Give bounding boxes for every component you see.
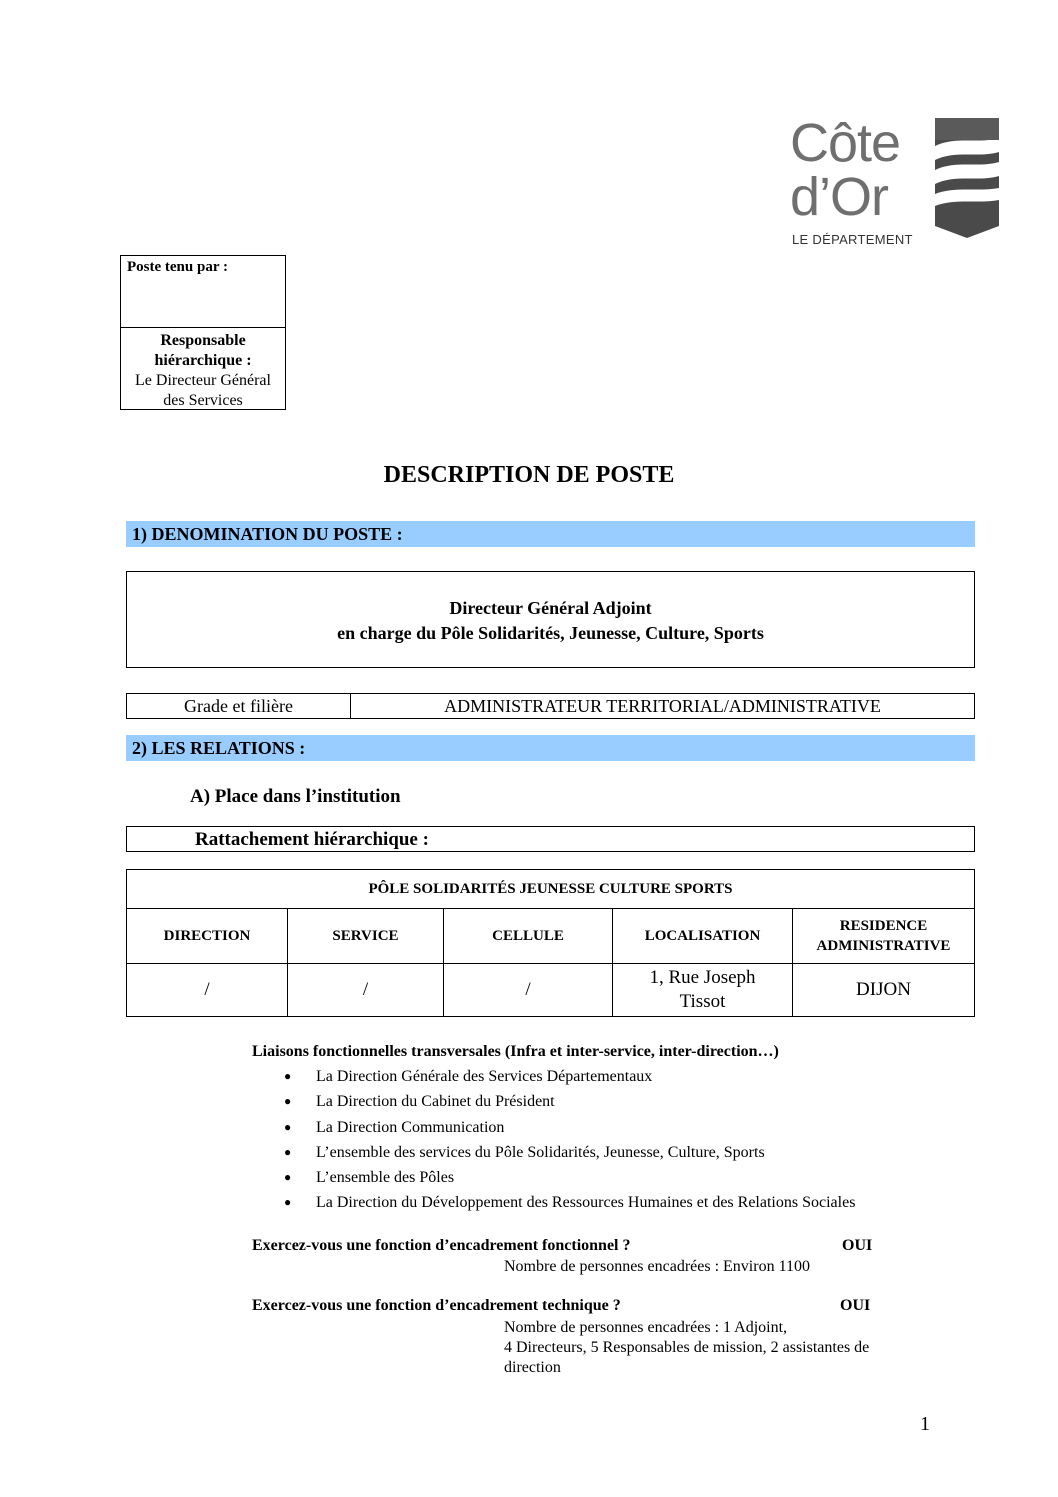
detail-technique-line-1: Nombre de personnes encadrées : 1 Adjoint,: [504, 1319, 788, 1336]
job-title-line-1: Directeur Général Adjoint: [449, 598, 652, 618]
list-item: ● La Direction Générale des Services Départementaux: [284, 1064, 855, 1089]
table-cell: DIJON: [793, 964, 975, 1017]
column-header: CELLULE: [444, 909, 613, 964]
manager-label: Responsable hiérarchique :: [154, 332, 252, 369]
table-cell: 1, Rue Joseph Tissot: [613, 964, 793, 1017]
logo-line-2: d’Or: [790, 167, 889, 227]
list-item: ● L’ensemble des Pôles: [284, 1165, 855, 1190]
page-number: 1: [920, 1413, 930, 1435]
list-item: ● La Direction du Développement des Ressources Humaines et des Relations Sociales: [284, 1190, 855, 1215]
detail-fonctionnel: Nombre de personnes encadrées : Environ 1100: [504, 1258, 810, 1275]
place-institution-heading: A) Place dans l’institution: [190, 786, 401, 807]
organization-table: [126, 869, 975, 1017]
liaisons-title: Liaisons fonctionnelles transversales (Infra et inter-service, inter-direction…): [252, 1043, 779, 1060]
job-title-line-2: en charge du Pôle Solidarités, Jeunesse, Culture, Sports: [337, 623, 764, 643]
rattachement-heading: Rattachement hiérarchique :: [126, 826, 975, 852]
manager-block: [121, 328, 285, 411]
grade-label: Grade et filière: [127, 694, 351, 718]
manager-value-line-2: des Services: [163, 392, 243, 409]
job-title-box: [126, 571, 975, 668]
pole-name: PÔLE SOLIDARITÉS JEUNESSE CULTURE SPORTS: [127, 870, 975, 909]
list-item: ● L’ensemble des services du Pôle Solidarités, Jeunesse, Culture, Sports: [284, 1140, 855, 1165]
column-header: DIRECTION: [127, 909, 288, 964]
answer-technique: OUI: [840, 1297, 871, 1314]
poste-held-by-label: Poste tenu par :: [121, 256, 285, 328]
detail-technique-line-3: direction: [504, 1359, 561, 1376]
cote-dor-logo-flag-icon: [935, 118, 999, 246]
table-header-row: [127, 909, 975, 964]
list-item: ● La Direction du Cabinet du Président: [284, 1089, 855, 1114]
section-2-heading: 2) LES RELATIONS :: [126, 735, 975, 761]
table-cell: /: [288, 964, 444, 1017]
grade-value: ADMINISTRATEUR TERRITORIAL/ADMINISTRATIVE: [444, 696, 881, 716]
column-header: LOCALISATION: [613, 909, 793, 964]
detail-technique-line-2: 4 Directeurs, 5 Responsables de mission, 2 assistantes de: [504, 1339, 870, 1356]
logo-line-1: Côte: [790, 113, 901, 173]
pole-row: [127, 870, 975, 909]
document-title: DESCRIPTION DE POSTE: [383, 462, 675, 488]
table-cell: /: [444, 964, 613, 1017]
table-cell: /: [127, 964, 288, 1017]
column-header: SERVICE: [288, 909, 444, 964]
poste-info-box: [120, 255, 286, 410]
question-fonctionnel: Exercez-vous une fonction d’encadrement fonctionnel ?: [252, 1237, 631, 1254]
column-header: RESIDENCE ADMINISTRATIVE: [793, 909, 975, 964]
detail-technique-block: [504, 1318, 869, 1378]
manager-value-line-1: Le Directeur Général: [135, 372, 271, 389]
table-row: [127, 964, 975, 1017]
grade-row: [126, 693, 975, 719]
logo-subtitle: LE DÉPARTEMENT: [792, 232, 913, 247]
list-item: ● La Direction Communication: [284, 1115, 855, 1140]
cote-dor-logo: [786, 113, 1006, 251]
answer-fonctionnel: OUI: [842, 1237, 873, 1254]
section-1-heading: 1) DENOMINATION DU POSTE :: [126, 521, 975, 547]
question-technique: Exercez-vous une fonction d’encadrement technique ?: [252, 1297, 621, 1314]
liaisons-list: [284, 1064, 855, 1216]
